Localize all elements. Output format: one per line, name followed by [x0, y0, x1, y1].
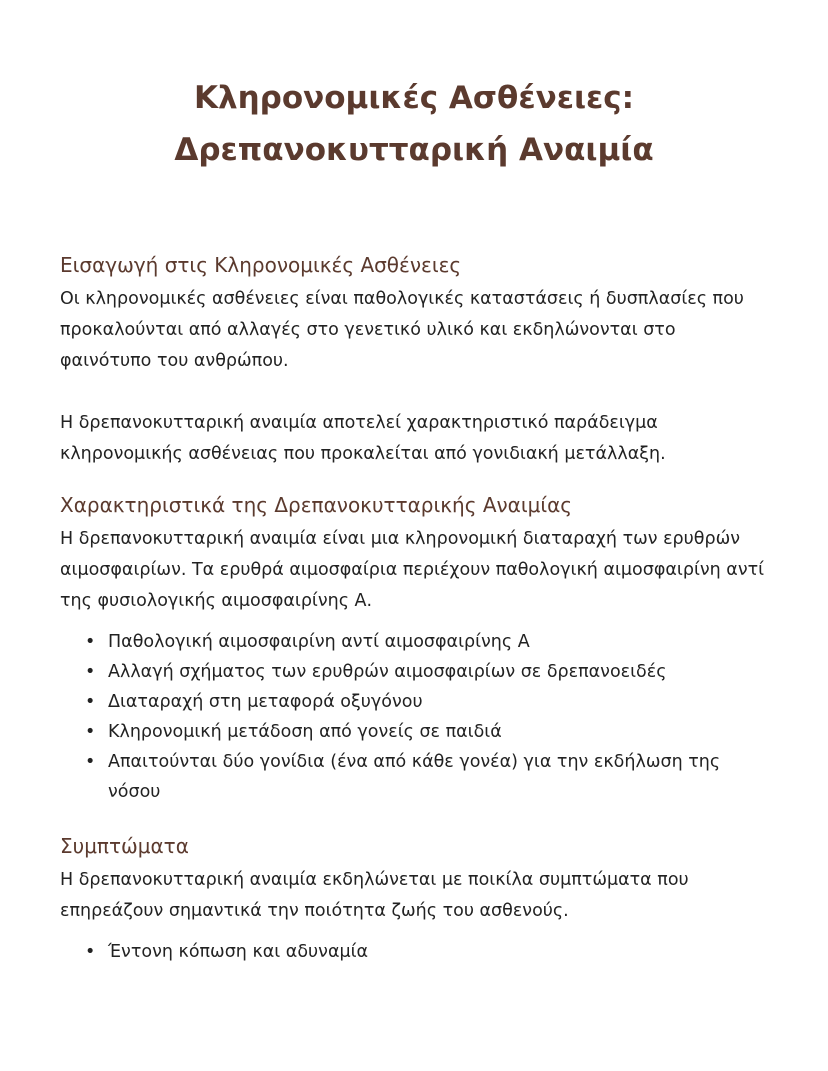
list-item-text: Παθολογική αιμοσφαιρίνη αντί αιμοσφαιρίνης Α	[108, 632, 530, 652]
section-heading-characteristics: Χαρακτηριστικά της Δρεπανοκυτταρικής Αναιμίας	[60, 493, 573, 517]
list-item-text: Έντονη κόπωση και αδυναμία	[108, 942, 369, 962]
section-heading-introduction: Εισαγωγή στις Κληρονομικές Ασθένειες	[60, 253, 462, 277]
symptoms-list	[60, 937, 772, 967]
list-item	[60, 937, 772, 967]
list-item	[60, 717, 772, 747]
list-item-text: Διαταραχή στη μεταφορά οξυγόνου	[108, 692, 423, 712]
bullet-icon: •	[85, 662, 96, 682]
bullet-icon: •	[85, 942, 96, 962]
page-title-line-2: Δρεπανοκυτταρική Αναιμία	[174, 132, 654, 168]
list-item-text: Απαιτούνται δύο γονίδια (ένα από κάθε γονέα) για την εκδήλωση της νόσου	[108, 752, 721, 802]
characteristics-paragraph: Η δρεπανοκυτταρική αναιμία είναι μια κληρονομική διαταραχή των ερυθρών αιμοσφαιρίων. Τα ερυθρά αιμοσφαίρια περιέχουν παθολογική αιμοσφαιρίνη αντί της φυσιολογικής αιμοσφαιρίνης Α.	[60, 529, 765, 611]
list-item-text: Κληρονομική μετάδοση από γονείς σε παιδιά	[108, 722, 502, 742]
list-item	[60, 747, 772, 807]
section-symptoms	[60, 829, 772, 967]
bullet-icon: •	[85, 692, 96, 712]
intro-paragraph-1: Οι κληρονομικές ασθένειες είναι παθολογικές καταστάσεις ή δυσπλασίες που προκαλούνται από αλλαγές στο γενετικό υλικό και εκδηλώνονται στο φαινότυπο του ανθρώπου.	[60, 289, 744, 371]
page-title-line-1: Κληρονομικές Ασθένειες:	[193, 80, 635, 116]
bullet-icon: •	[85, 722, 96, 742]
list-item	[60, 687, 772, 717]
bullet-icon: •	[85, 752, 96, 772]
document-body	[60, 248, 772, 967]
list-item	[60, 657, 772, 687]
section-characteristics	[60, 488, 772, 807]
bullet-icon: •	[85, 632, 96, 652]
characteristics-list	[60, 627, 772, 807]
symptoms-paragraph: Η δρεπανοκυτταρική αναιμία εκδηλώνεται με ποικίλα συμπτώματα που επηρεάζουν σημαντικά την ποιότητα ζωής του ασθενούς.	[60, 870, 689, 921]
section-introduction	[60, 248, 772, 470]
page-title	[60, 72, 768, 176]
intro-paragraph-2: Η δρεπανοκυτταρική αναιμία αποτελεί χαρακτηριστικό παράδειγμα κληρονομικής ασθένειας που προκαλείται από γονιδιακή μετάλλαξη.	[60, 413, 666, 464]
list-item	[60, 627, 772, 657]
section-heading-symptoms: Συμπτώματα	[60, 834, 189, 858]
list-item-text: Αλλαγή σχήματος των ερυθρών αιμοσφαιρίων σε δρεπανοειδές	[108, 662, 667, 682]
